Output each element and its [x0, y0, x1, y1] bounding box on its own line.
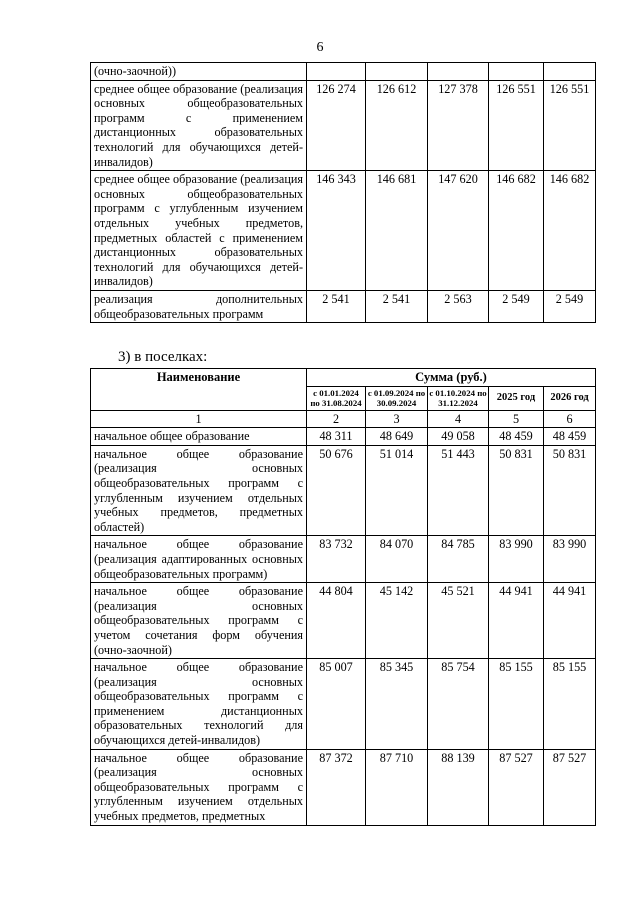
cell-value: 146 682 [544, 171, 596, 291]
cell-value: 84 070 [366, 536, 428, 583]
cell-value: 50 676 [307, 445, 366, 536]
cell-value: 83 732 [307, 536, 366, 583]
column-number: 2 [307, 410, 366, 428]
cell-value: 85 345 [366, 659, 428, 750]
cell-value: 147 620 [428, 171, 489, 291]
cell-value [428, 63, 489, 81]
row-name: (очно-заочной)) [91, 63, 307, 81]
cell-value: 85 007 [307, 659, 366, 750]
cell-value [307, 63, 366, 81]
cell-value: 126 274 [307, 80, 366, 171]
cell-value: 2 563 [428, 290, 489, 322]
cell-value: 2 549 [489, 290, 544, 322]
cell-value: 84 785 [428, 536, 489, 583]
cell-value: 48 459 [489, 428, 544, 446]
header-period: 2025 год [489, 386, 544, 410]
cell-value: 85 155 [489, 659, 544, 750]
cell-value: 87 372 [307, 749, 366, 825]
header-period: с 01.10.2024 по 31.12.2024 [429, 387, 487, 409]
column-number: 3 [366, 410, 428, 428]
cell-value: 50 831 [544, 445, 596, 536]
row-name: начальное общее образование (реализация основных общеобразовательных программ с углубленным изучением отдельных учебных предметов, предметных областей) [91, 445, 307, 536]
row-name: начальное общее образование [91, 428, 307, 446]
cell-value: 51 014 [366, 445, 428, 536]
table-row [91, 171, 596, 291]
table-row [91, 445, 596, 536]
column-number: 1 [91, 410, 307, 428]
header-name: Наименование [91, 369, 307, 411]
cell-value: 44 941 [544, 583, 596, 659]
header-period: 2026 год [544, 386, 596, 410]
row-name: реализация дополнительных общеобразовательных программ [91, 290, 307, 322]
cell-value: 51 443 [428, 445, 489, 536]
header-row [91, 369, 596, 387]
cell-value: 146 681 [366, 171, 428, 291]
row-name: начальное общее образование (реализация основных общеобразовательных программ с учетом сочетания форм обучения (очно-заочной) [91, 583, 307, 659]
column-number: 5 [489, 410, 544, 428]
table-row [91, 659, 596, 750]
cell-value: 83 990 [489, 536, 544, 583]
cell-value: 48 311 [307, 428, 366, 446]
row-name: среднее общее образование (реализация основных общеобразовательных программ с применением дистанционных образовательных технологий для обучающихся детей-инвалидов) [91, 80, 307, 171]
cell-value: 87 710 [366, 749, 428, 825]
cell-value: 45 142 [366, 583, 428, 659]
page-number: 6 [316, 40, 324, 55]
cell-value: 45 521 [428, 583, 489, 659]
table-row [91, 428, 596, 446]
cell-value: 87 527 [544, 749, 596, 825]
cell-value: 50 831 [489, 445, 544, 536]
cell-value: 44 804 [307, 583, 366, 659]
cell-value: 85 155 [544, 659, 596, 750]
row-name: начальное общее образование (реализация основных общеобразовательных программ с применением дистанционных образовательных технологий для обучающихся детей-инвалидов) [91, 659, 307, 750]
cell-value: 83 990 [544, 536, 596, 583]
table-row [91, 290, 596, 322]
cell-value: 48 459 [544, 428, 596, 446]
cell-value: 146 682 [489, 171, 544, 291]
header-sum: Сумма (руб.) [307, 369, 596, 387]
cell-value [366, 63, 428, 81]
cell-value [544, 63, 596, 81]
cell-value: 44 941 [489, 583, 544, 659]
column-number: 6 [544, 410, 596, 428]
table-row [91, 583, 596, 659]
cell-value: 49 058 [428, 428, 489, 446]
cell-value: 87 527 [489, 749, 544, 825]
top-table [90, 62, 596, 323]
section-title: 3) в поселках: [118, 349, 208, 365]
cell-value [489, 63, 544, 81]
row-name: начальное общее образование (реализация адаптированных основных общеобразовательных программ) [91, 536, 307, 583]
table-row [91, 749, 596, 825]
cell-value: 126 551 [489, 80, 544, 171]
column-number-row [91, 410, 596, 428]
cell-value: 48 649 [366, 428, 428, 446]
table-row [91, 536, 596, 583]
cell-value: 126 612 [366, 80, 428, 171]
header-period: с 01.09.2024 по 30.09.2024 [366, 386, 428, 410]
cell-value: 2 549 [544, 290, 596, 322]
cell-value: 126 551 [544, 80, 596, 171]
header-period: с 01.01.2024 по 31.08.2024 [307, 386, 366, 410]
cell-value: 127 378 [428, 80, 489, 171]
cell-value: 2 541 [307, 290, 366, 322]
bottom-table [90, 368, 596, 826]
table-row [91, 63, 596, 81]
column-number: 4 [428, 410, 489, 428]
row-name: среднее общее образование (реализация основных общеобразовательных программ с углубленным изучением отдельных учебных предметов, предметных областей с применением дистанционных образовательных технологий для обучающихся детей-инвалидов) [91, 171, 307, 291]
row-name: начальное общее образование (реализация основных общеобразовательных программ с углубленным изучением отдельных учебных предметов, предметных [91, 749, 307, 825]
cell-value: 2 541 [366, 290, 428, 322]
cell-value: 85 754 [428, 659, 489, 750]
table-row [91, 80, 596, 171]
cell-value: 88 139 [428, 749, 489, 825]
cell-value: 146 343 [307, 171, 366, 291]
